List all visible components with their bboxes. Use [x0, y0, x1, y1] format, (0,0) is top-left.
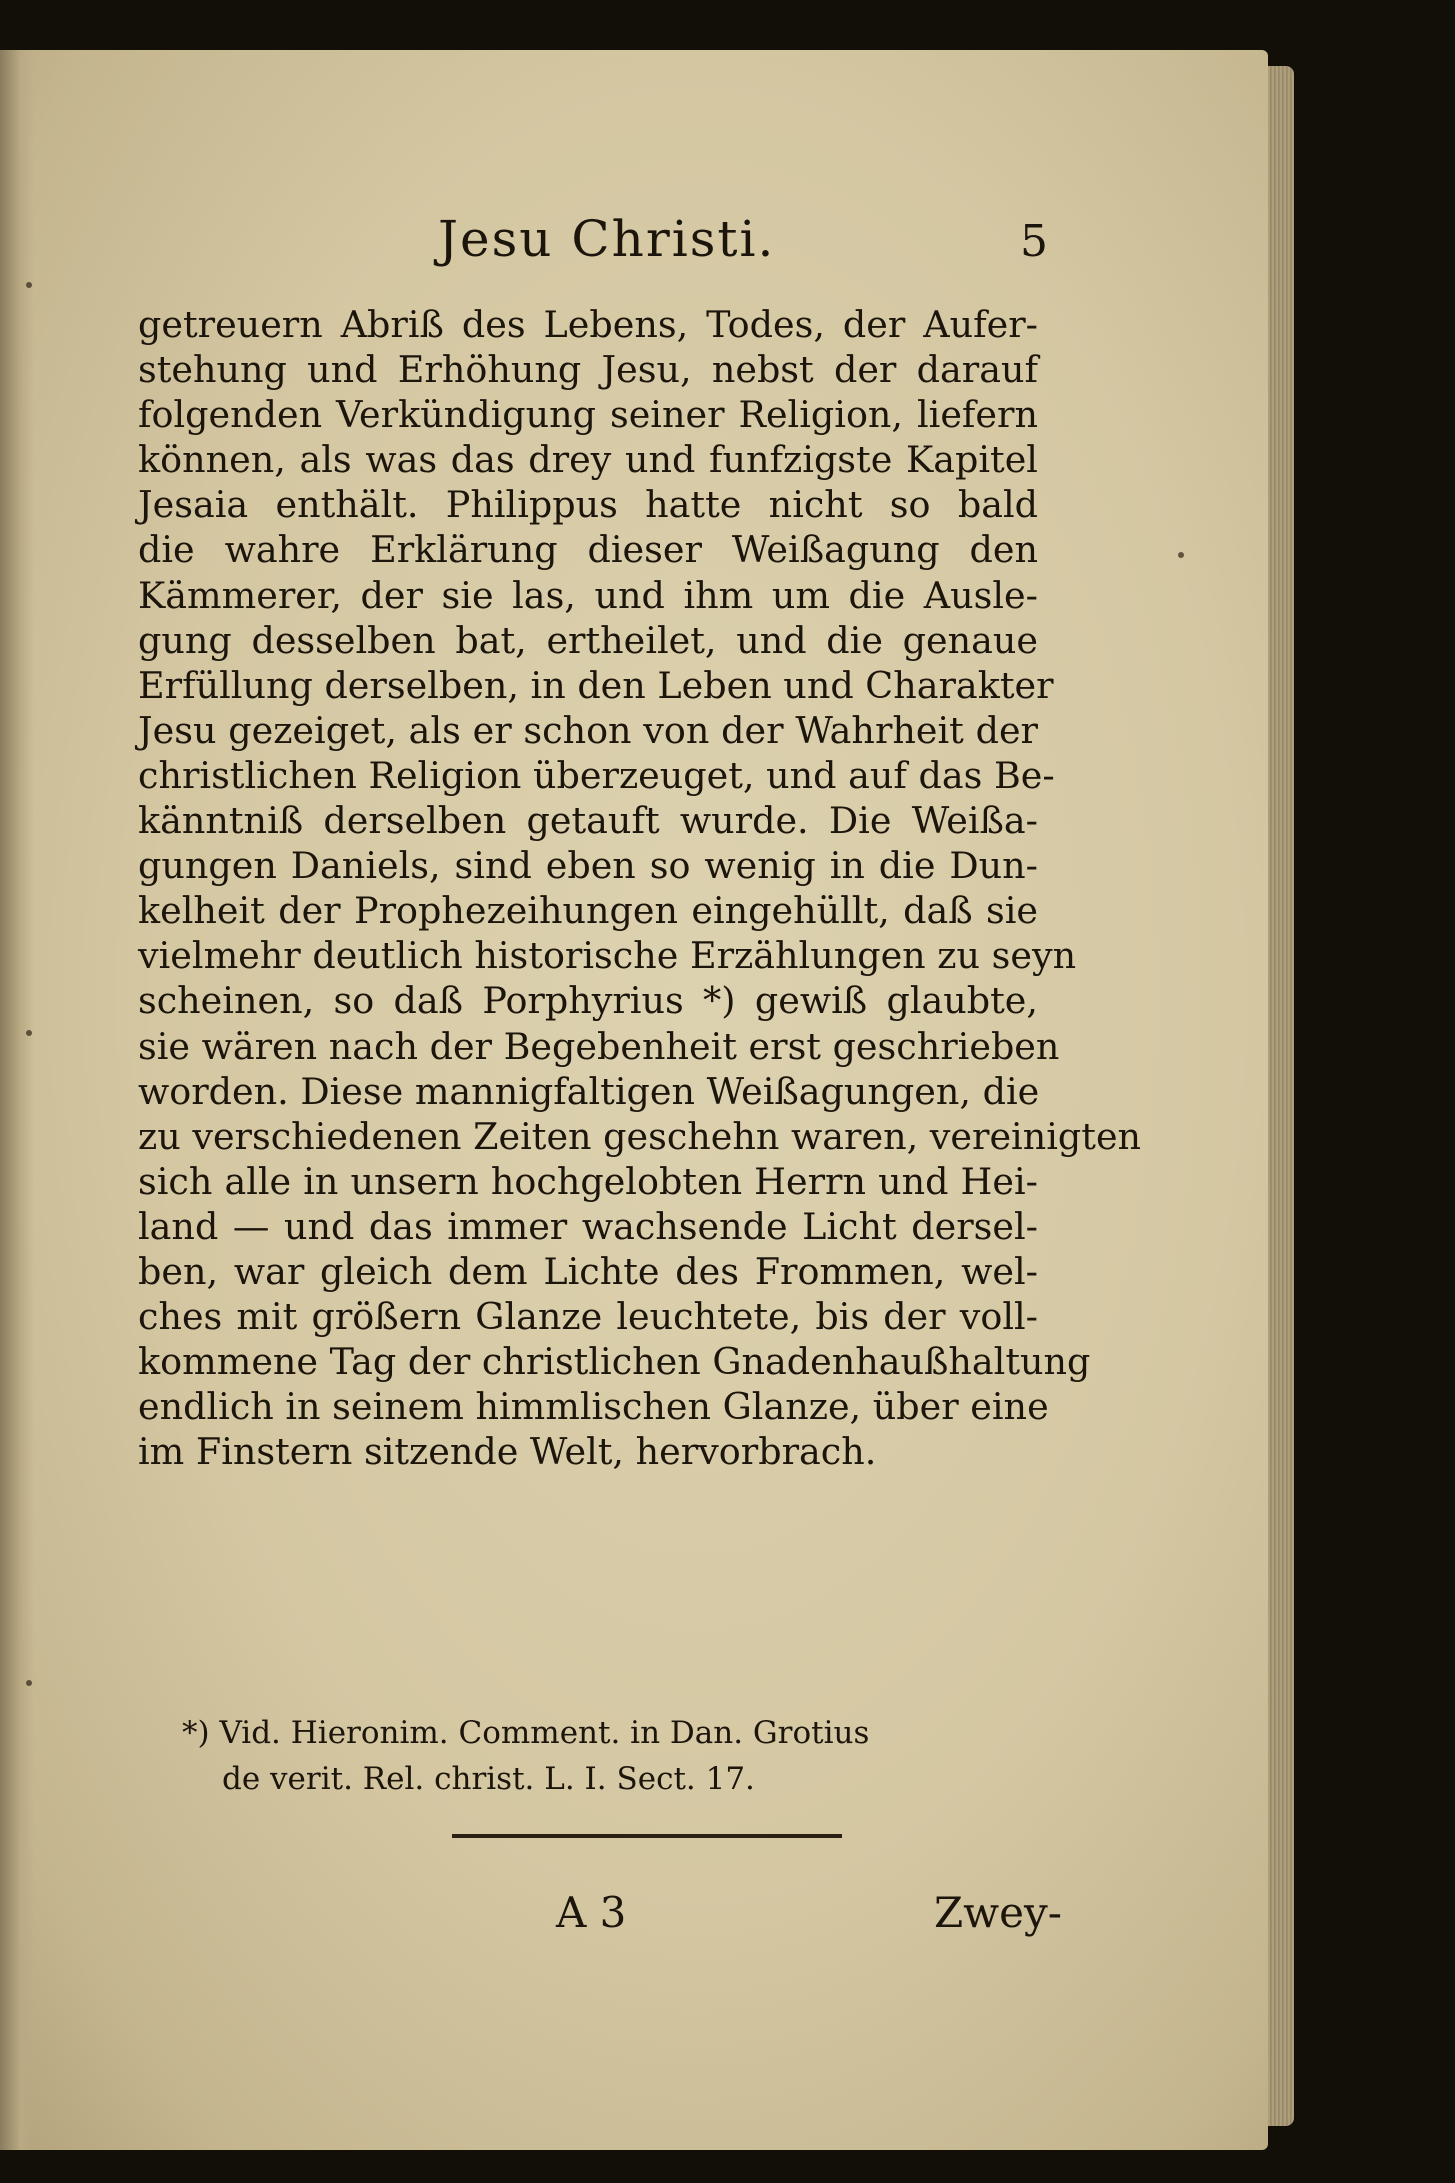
text-line: vielmehr deutlich historische Erzählungen zu seyn — [138, 934, 1077, 978]
text-line: gungen Daniels, sind eben so wenig in die Dun- — [138, 844, 1038, 888]
text-line: zu verschiedenen Zeiten geschehn waren, vereinigten — [138, 1114, 1142, 1158]
page-edge-stack — [1268, 66, 1294, 2126]
text-line: stehung und Erhöhung Jesu, nebst der darauf — [138, 348, 1038, 392]
footer-rule — [452, 1834, 842, 1838]
footnote-line: *) Vid. Hieronim. Comment. in Dan. Grotius — [182, 1715, 870, 1751]
signature-mark: A 3 — [556, 1888, 627, 1937]
text-line: kommene Tag der christlichen Gnadenhaußhaltung — [138, 1340, 1091, 1384]
text-line: Jesaia enthält. Philippus hatte nicht so bald — [138, 483, 1038, 527]
text-line: känntniß derselben getauft wurde. Die Weißa- — [138, 799, 1038, 843]
text-line: die wahre Erklärung dieser Weißagung den — [138, 528, 1038, 572]
text-line: folgenden Verkündigung seiner Religion, liefern — [138, 393, 1038, 437]
text-line: getreuern Abriß des Lebens, Todes, der Aufer- — [138, 303, 1038, 346]
text-line: ches mit größern Glanze leuchtete, bis der voll- — [138, 1295, 1038, 1339]
text-line: sie wären nach der Begebenheit erst geschrieben — [138, 1024, 1060, 1068]
text-line: Jesu gezeiget, als er schon von der Wahrheit der — [138, 708, 1038, 752]
body-text — [138, 302, 1142, 1474]
text-line: ben, war gleich dem Lichte des Frommen, wel- — [138, 1249, 1038, 1293]
footnote — [160, 1710, 1030, 1802]
text-line: land — und das immer wachsende Licht dersel- — [138, 1204, 1038, 1248]
text-line: Kämmerer, der sie las, und ihm um die Ausle- — [138, 573, 1038, 617]
catchword: Zwey- — [934, 1888, 1062, 1937]
text-line: gung desselben bat, ertheilet, und die genaue — [138, 618, 1038, 662]
text-line: christlichen Religion überzeuget, und auf das Be- — [138, 753, 1055, 797]
text-line: sich alle in unsern hochgelobten Herrn und Hei- — [138, 1159, 1038, 1203]
text-line: worden. Diese mannigfaltigen Weißagungen, die — [138, 1069, 1040, 1113]
text-line: können, als was das drey und funfzigste Kapitel — [138, 438, 1038, 482]
footnote-line: de verit. Rel. christ. L. I. Sect. 17. — [222, 1761, 755, 1797]
text-line: im Finstern sitzende Welt, hervorbrach. — [138, 1430, 877, 1474]
text-line: endlich in seinem himmlischen Glanze, über eine — [138, 1385, 1049, 1429]
running-head: Jesu Christi. — [438, 210, 776, 268]
text-line: kelheit der Prophezeihungen eingehüllt, daß sie — [138, 889, 1038, 933]
text-line: scheinen, so daß Porphyrius *) gewiß glaubte, — [138, 979, 1038, 1023]
text-line: Erfüllung derselben, in den Leben und Charakter — [138, 663, 1054, 707]
page-number: 5 — [1020, 216, 1048, 267]
